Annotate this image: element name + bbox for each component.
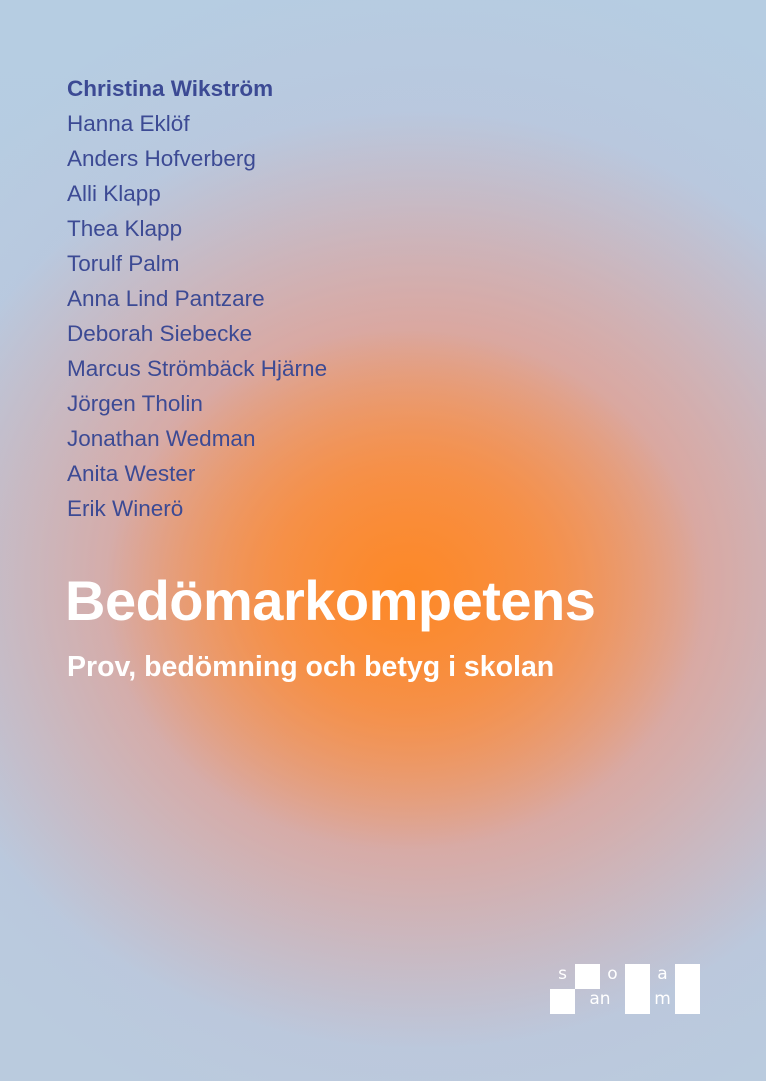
author-name: Erik Winerö (67, 496, 184, 521)
logo-cell-an: an (589, 989, 611, 1009)
author-name: Thea Klapp (67, 216, 183, 241)
publisher-logo (550, 964, 700, 1014)
logo-cell-filled (625, 989, 650, 1014)
author-name: Torulf Palm (67, 251, 180, 276)
author-lead: Christina Wikström (67, 76, 274, 101)
logo-cell-filled (625, 964, 650, 989)
author-name: Anna Lind Pantzare (67, 286, 265, 311)
logo-cell-filled (575, 964, 600, 989)
author-name: Hanna Eklöf (67, 111, 190, 136)
book-subtitle: Prov, bedömning och betyg i skolan (67, 651, 555, 683)
author-name: Anita Wester (67, 461, 196, 486)
book-title: Bedömarkompetens (65, 569, 596, 632)
author-name: Marcus Strömbäck Hjärne (67, 356, 328, 381)
author-name: Deborah Siebecke (67, 321, 253, 346)
logo-cell-filled (675, 989, 700, 1014)
logo-cell-filled (675, 964, 700, 989)
logo-cell-a: a (657, 964, 668, 984)
logo-cell-o: o (607, 964, 618, 984)
logo-cell-s: s (558, 964, 567, 984)
author-name: Anders Hofverberg (67, 146, 256, 171)
logo-cell-m: m (654, 989, 671, 1009)
author-list (67, 71, 327, 526)
author-name: Alli Klapp (67, 181, 161, 206)
author-name: Jonathan Wedman (67, 426, 256, 451)
logo-cell-filled (550, 989, 575, 1014)
author-name: Jörgen Tholin (67, 391, 203, 416)
